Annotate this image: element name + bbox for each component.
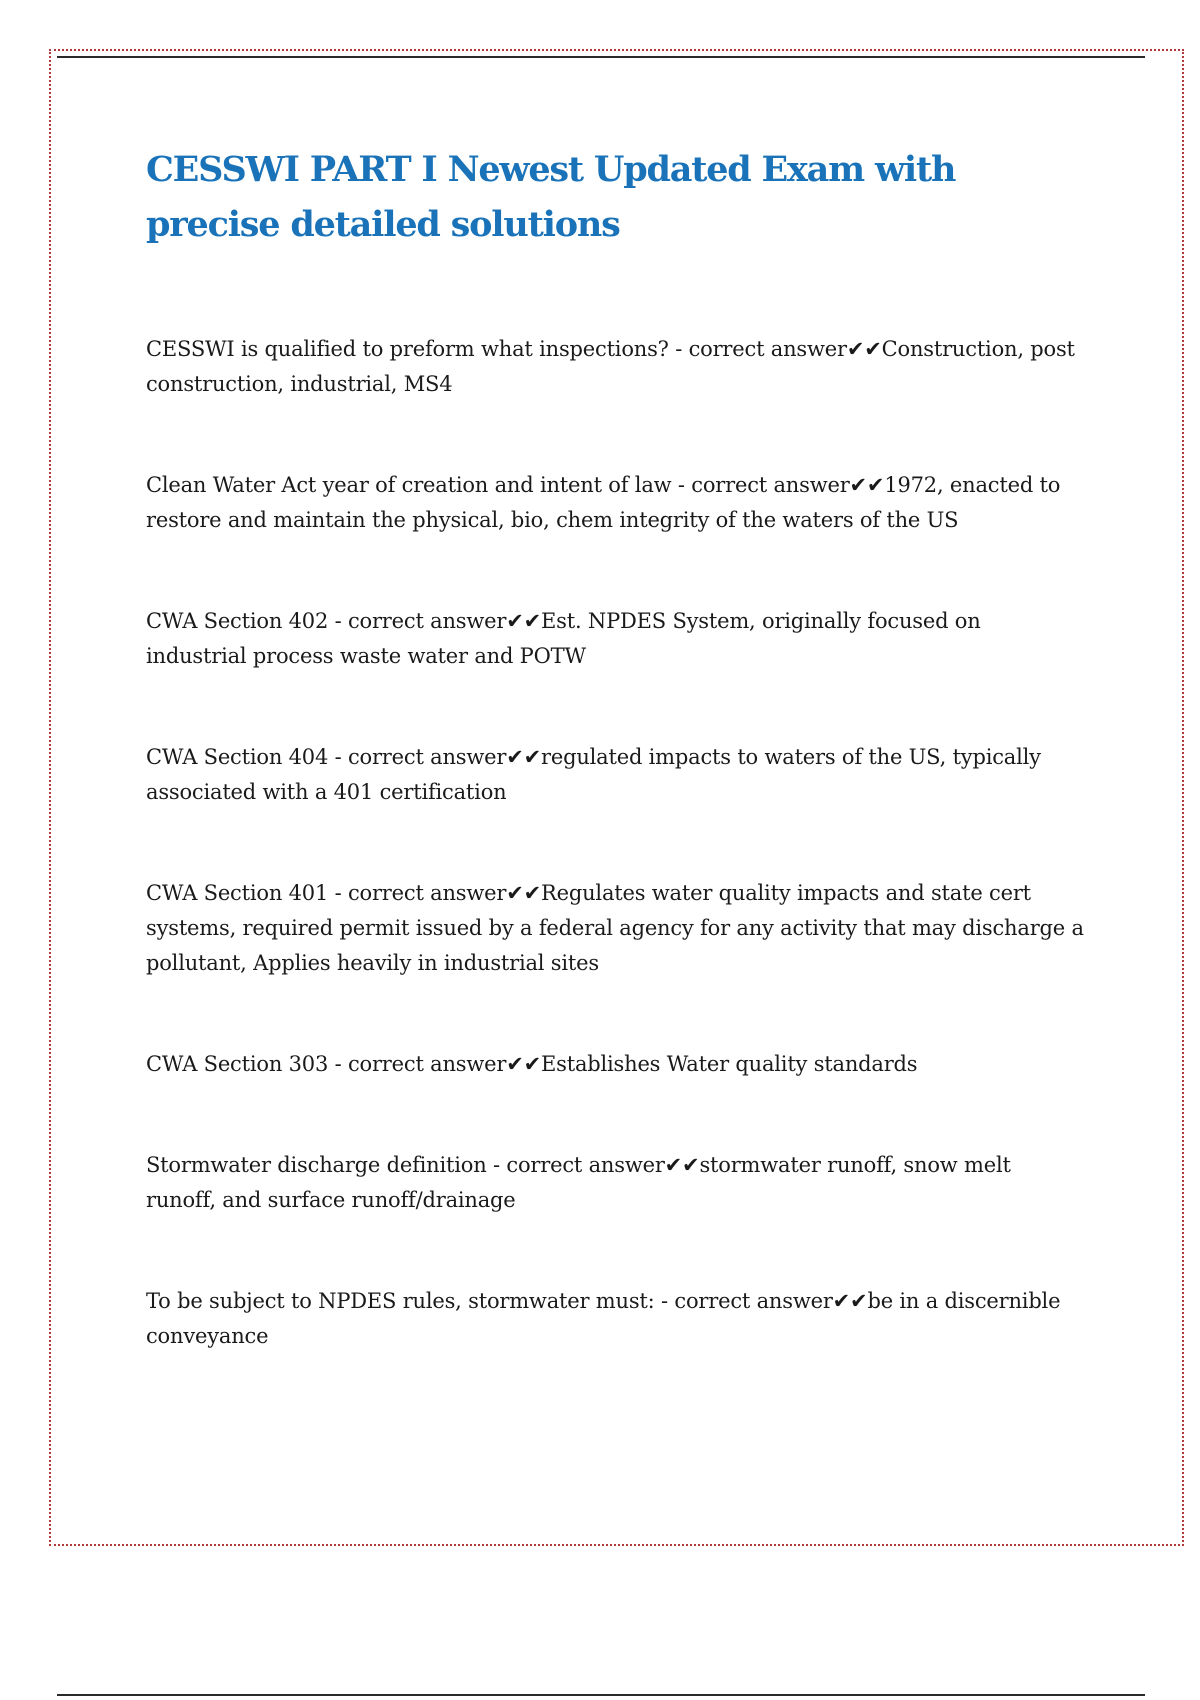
bottom-rule-divider [57, 1694, 1145, 1696]
qa-item [146, 740, 1086, 810]
qa-list [146, 332, 1086, 1354]
document-body [146, 142, 1086, 1420]
check-mark-icon: ✔✔ [664, 1153, 700, 1177]
qa-answer-label: correct answer [347, 745, 507, 769]
check-mark-icon: ✔✔ [846, 337, 882, 361]
qa-answer-label: correct answer [688, 337, 847, 361]
qa-separator: - [668, 337, 689, 361]
qa-answer: regulated impacts to waters of the US, typically associated with a 401 certification [146, 745, 1041, 804]
check-mark-icon: ✔✔ [506, 1052, 542, 1076]
qa-item [146, 1047, 1086, 1082]
check-mark-icon: ✔✔ [849, 473, 885, 497]
qa-separator: - [671, 473, 692, 497]
qa-answer-label: correct answer [347, 881, 507, 905]
qa-answer-label: correct answer [506, 1153, 665, 1177]
qa-answer: be in a discernible conveyance [146, 1289, 1061, 1348]
qa-answer: Establishes Water quality standards [541, 1052, 918, 1076]
qa-question: CWA Section 402 [146, 609, 329, 633]
qa-item [146, 604, 1086, 674]
qa-item [146, 1284, 1086, 1354]
qa-answer: Est. NPDES System, originally focused on industrial process waste water and POTW [146, 609, 981, 668]
qa-separator: - [328, 745, 348, 769]
qa-question: CWA Section 404 [146, 745, 329, 769]
qa-separator: - [654, 1289, 675, 1313]
qa-question: Clean Water Act year of creation and intent of law [146, 473, 672, 497]
qa-answer-label: correct answer [691, 473, 850, 497]
check-mark-icon: ✔✔ [506, 745, 542, 769]
qa-item [146, 876, 1086, 981]
qa-item [146, 468, 1086, 538]
qa-answer: Regulates water quality impacts and state cert systems, required permit issued by a federal agency for any activity that may discharge a pollutant, Applies heavily in industrial sites [146, 881, 1084, 975]
qa-item [146, 332, 1086, 402]
qa-question: To be subject to NPDES rules, stormwater must: [146, 1289, 655, 1313]
qa-separator: - [328, 609, 348, 633]
qa-answer: Construction, post construction, industrial, MS4 [146, 337, 1075, 396]
check-mark-icon: ✔✔ [832, 1289, 868, 1313]
qa-question: CWA Section 401 [146, 881, 329, 905]
qa-answer-label: correct answer [674, 1289, 833, 1313]
qa-answer: 1972, enacted to restore and maintain the physical, bio, chem integrity of the waters of the US [146, 473, 1061, 532]
check-mark-icon: ✔✔ [506, 881, 542, 905]
qa-separator: - [486, 1153, 507, 1177]
qa-answer: stormwater runoff, snow melt runoff, and surface runoff/drainage [146, 1153, 1011, 1212]
qa-question: CESSWI is qualified to preform what inspections? [146, 337, 669, 361]
qa-item [146, 1148, 1086, 1218]
qa-answer-label: correct answer [347, 609, 507, 633]
qa-question: Stormwater discharge definition [146, 1153, 487, 1177]
qa-question: CWA Section 303 [146, 1052, 329, 1076]
qa-separator: - [328, 1052, 348, 1076]
document-title: CESSWI PART I Newest Updated Exam with precise detailed solutions [146, 149, 956, 245]
qa-answer-label: correct answer [347, 1052, 507, 1076]
qa-separator: - [328, 881, 348, 905]
top-rule-divider [57, 56, 1145, 58]
check-mark-icon: ✔✔ [506, 609, 542, 633]
